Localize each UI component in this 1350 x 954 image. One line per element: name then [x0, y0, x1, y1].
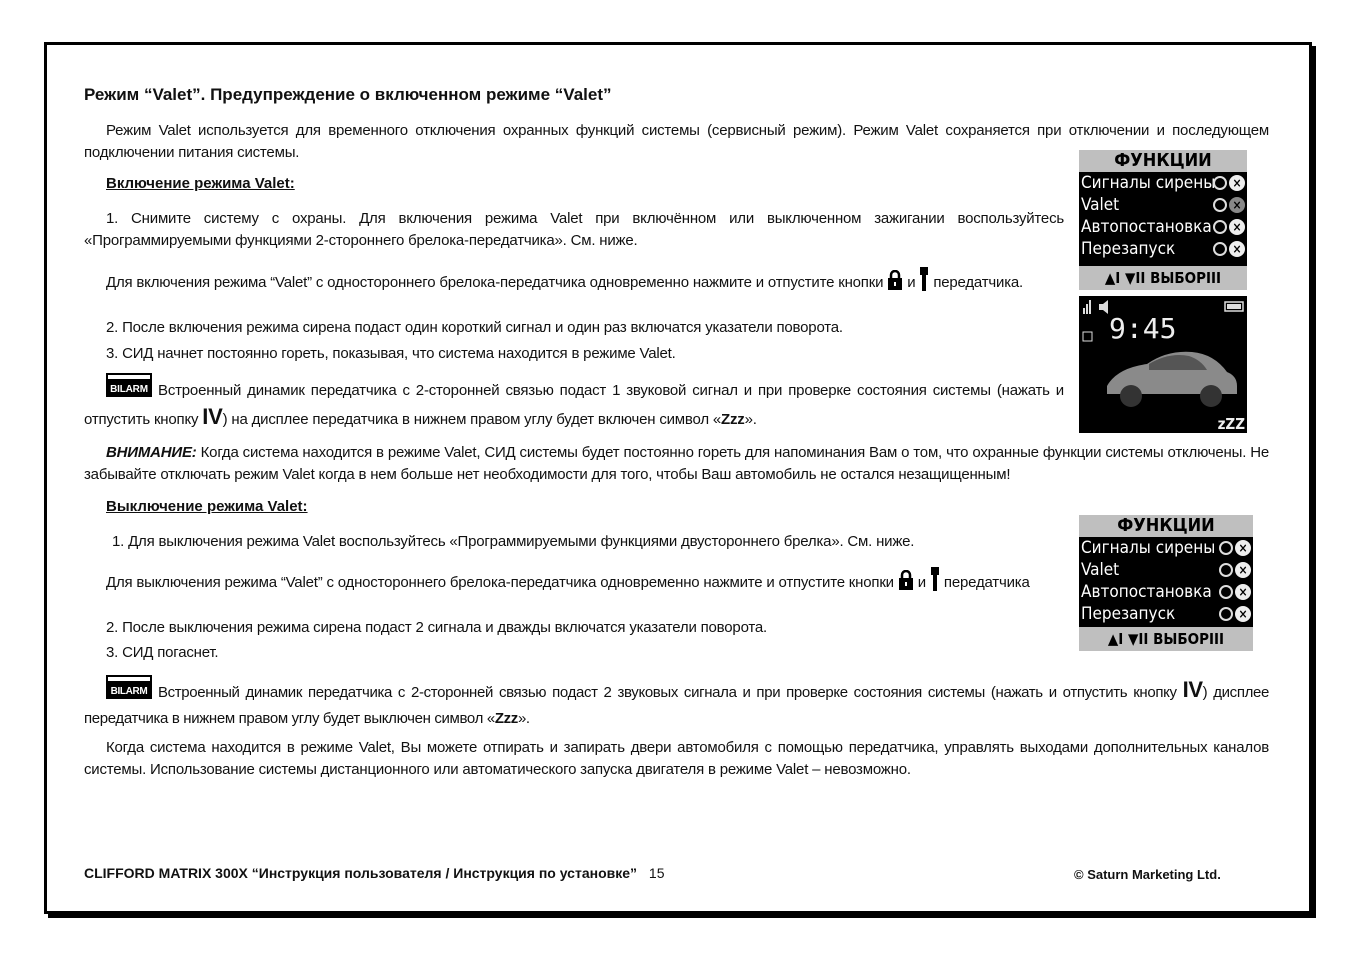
disable-buttons-text: Для выключения режима “Valet” с одностороннего брелока-передатчика одновременно нажмите и отпустите кнопки [106, 574, 894, 591]
on-icon [1213, 220, 1227, 234]
enable-buttons-tail: передатчика. [933, 274, 1023, 291]
lcd-menu-item [1079, 194, 1247, 216]
enable-and-text: и [907, 274, 916, 291]
lock-icon [898, 570, 914, 590]
lcd-menu-header: ФУНКЦИИ [1079, 150, 1247, 172]
enable-heading: Включение режима Valet: [106, 175, 295, 192]
lcd-menu-footer: ▲I ▼II ВЫБОРIII [1079, 266, 1247, 290]
bilarm-icon [106, 373, 152, 397]
off-icon: × [1235, 606, 1251, 622]
zzz-symbol: Zzz [720, 411, 745, 428]
lcd-menu-header: ФУНКЦИИ [1079, 515, 1253, 537]
off-icon: × [1235, 584, 1251, 600]
lcd-menu-item [1079, 172, 1247, 194]
enable-speaker-paragraph [84, 373, 1064, 433]
lcd-zzz-symbol: zZZ [1217, 415, 1245, 433]
warning-text: Когда система находится в режиме Valet, СИД системы будет постоянно гореть для напоминания Вам о том, что охранные функции системы отключены. Не забывайте отключать режим Valet когда в нем больше нет необходимости для того, чтобы Ваш автомобиль не остался незащищенным! [84, 444, 1269, 483]
lcd-menu-item-label: Valet [1081, 195, 1120, 215]
off-icon: × [1235, 562, 1251, 578]
off-icon: × [1229, 197, 1245, 213]
lcd-menu-footer: ▲I ▼II ВЫБОРIII [1079, 627, 1253, 651]
button-iv-label: IV [202, 404, 223, 429]
disable-buttons-tail: передатчика [943, 574, 1030, 591]
key-icon [919, 267, 929, 291]
lcd-menu-item-label: Valet [1081, 560, 1120, 580]
off-icon: × [1229, 219, 1245, 235]
lcd-menu-item [1079, 559, 1253, 581]
on-icon [1213, 242, 1227, 256]
page-frame [44, 42, 1312, 914]
disable-heading: Выключение режима Valet: [106, 498, 308, 515]
enable-buttons-text: Для включения режима “Valet” с одностороннего брелока-передатчика одновременно нажмите и отпустите кнопки [106, 274, 884, 291]
lcd-menu-item-label: Сигналы сирены [1081, 538, 1216, 558]
key-icon [930, 567, 940, 591]
svg-text:BILARM: BILARM [110, 686, 148, 697]
disable-speaker-text2: ) дисплее передатчика в нижнем правом углу будет выключен символ « [84, 684, 1269, 727]
enable-step2: 2. После включения режима сирена подаст один короткий сигнал и один раз включатся указатели поворота. [106, 319, 843, 336]
lcd-menu-item [1079, 581, 1253, 603]
copyright: © Saturn Marketing Ltd. [1074, 867, 1221, 882]
lcd-menu-item-label: Автопостановка [1081, 217, 1212, 237]
enable-speaker-end: ». [744, 411, 757, 428]
enable-speaker-text2: ) на дисплее передатчика в нижнем правом углу будет включен символ « [222, 411, 721, 428]
disable-speaker-text: Встроенный динамик передатчика с 2-сторонней связью подаст 2 звуковых сигнала и при проверке состояния системы (нажать и отпустить кнопку [157, 684, 1177, 701]
page-number: 15 [648, 865, 665, 881]
zzz-symbol: Zzz [494, 710, 518, 727]
lcd-functions-menu [1079, 150, 1247, 290]
disable-step3: 3. СИД погаснет. [106, 644, 219, 661]
disable-buttons-paragraph [84, 567, 1064, 594]
bilarm-icon [106, 675, 152, 699]
lcd-time: 9:45 [1109, 312, 1177, 345]
on-icon [1213, 176, 1227, 190]
warning-paragraph [84, 442, 1269, 486]
lcd-menu-item-label: Перезапуск [1081, 604, 1176, 624]
off-icon: × [1229, 175, 1245, 191]
lcd-menu-item-label: Сигналы сирены [1081, 173, 1216, 193]
disable-speaker-end: ». [517, 710, 530, 727]
lcd-menu-item [1079, 238, 1247, 260]
on-icon [1219, 607, 1233, 621]
lcd-menu-item [1079, 216, 1247, 238]
button-iv-label: IV [1182, 677, 1203, 702]
off-icon: × [1229, 241, 1245, 257]
lcd-status-display [1079, 296, 1247, 433]
off-icon: × [1235, 540, 1251, 556]
enable-step1: 1. Снимите систему с охраны. Для включения режима Valet при включённом или выключенном зажигании воспользуйтесь «Программируемыми функциями 2-стороннего брелока-передатчика». См. ниже. [84, 210, 1064, 249]
lcd-menu-item [1079, 537, 1253, 559]
intro-paragraph: Режим Valet используется для временного отключения охранных функций системы (сервисный режим). Режим Valet сохраняется при отключении и последующем подключении питания системы. [84, 122, 1269, 161]
enable-step3: 3. СИД начнет постоянно гореть, показывая, что система находится в режиме Valet. [106, 345, 676, 362]
page-title: Режим “Valet”. Предупреждение о включенном режиме “Valet” [84, 85, 612, 104]
on-icon [1219, 541, 1233, 555]
page-footer-left [84, 865, 664, 881]
enable-speaker-text: Встроенный динамик передатчика с 2-сторонней связью подаст 1 звуковой сигнал и при проверке состояния системы (нажать и отпустить кнопку [84, 382, 1064, 428]
document-title: CLIFFORD MATRIX 300X “Инструкция пользователя / Инструкция по установке” [84, 865, 638, 881]
disable-and-text: и [917, 574, 926, 591]
on-icon [1219, 563, 1233, 577]
disable-step1: 1. Для выключения режима Valet воспользуйтесь «Программируемыми функциями двустороннего брелка». См. ниже. [112, 533, 915, 550]
svg-text:BILARM: BILARM [110, 384, 148, 395]
disable-step2: 2. После выключения режима сирена подаст 2 сигнала и дважды включатся указатели поворота. [106, 619, 767, 636]
lcd-menu-item-label: Перезапуск [1081, 239, 1176, 259]
lock-icon [887, 270, 903, 290]
on-icon [1213, 198, 1227, 212]
lcd-functions-menu-2 [1079, 515, 1253, 651]
disable-speaker-paragraph [84, 675, 1269, 732]
lcd-menu-item [1079, 603, 1253, 625]
warning-label: ВНИМАНИЕ: [106, 444, 197, 461]
lcd-menu-item-label: Автопостановка [1081, 582, 1212, 602]
on-icon [1219, 585, 1233, 599]
closing-paragraph: Когда система находится в режиме Valet, Вы можете отпирать и запирать двери автомобиля с помощью передатчика, управлять выходами дополнительных каналов системы. Использование системы дистанционного или автоматического запуска двигателя в режиме Valet – невозможно. [84, 739, 1269, 778]
enable-buttons-paragraph [84, 267, 1064, 294]
